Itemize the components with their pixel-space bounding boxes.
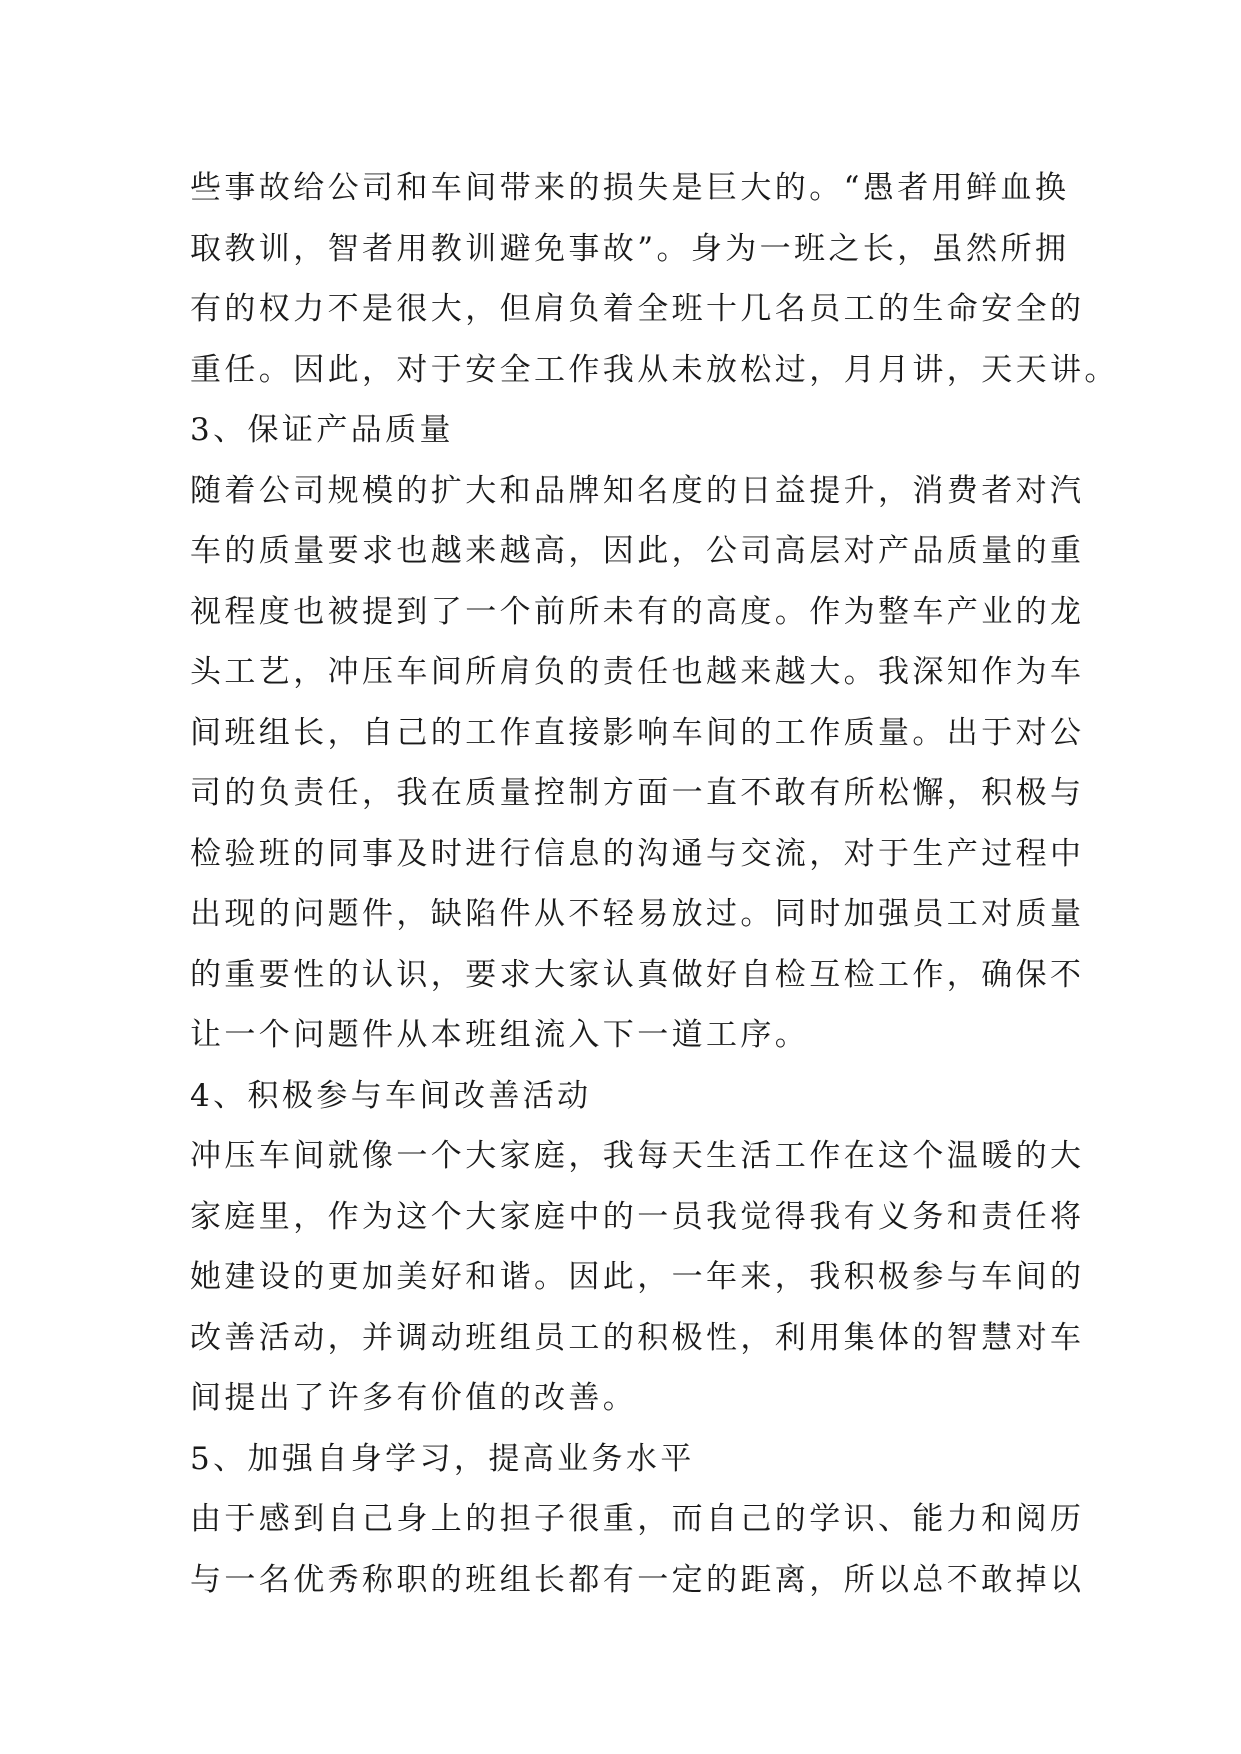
section-heading: 3、保证产品质量: [190, 412, 454, 448]
document-body: [190, 158, 1119, 1610]
text-line: 冲压车间就像一个大家庭，我每天生活工作在这个温暖的大: [190, 1138, 1085, 1174]
section-heading: 5、加强自身学习，提高业务水平: [190, 1440, 695, 1477]
text-line: 取教训，智者用教训避免事故”。身为一班之长，虽然所拥: [190, 230, 1070, 267]
text-line: 她建设的更加美好和谐。因此，一年来，我积极参与车间的: [190, 1259, 1085, 1295]
text-line: 由于感到自己身上的担子很重，而自己的学识、能力和阅历: [190, 1501, 1085, 1537]
text-line: 家庭里，作为这个大家庭中的一员我觉得我有义务和责任将: [190, 1198, 1085, 1235]
text-line: 有的权力不是很大，但肩负着全班十几名员工的生命安全的: [190, 291, 1085, 327]
text-line: 检验班的同事及时进行信息的沟通与交流，对于生产过程中: [190, 835, 1085, 872]
text-line: 头工艺，冲压车间所肩负的责任也越来越大。我深知作为车: [190, 654, 1085, 690]
text-line: 间提出了许多有价值的改善。: [190, 1380, 638, 1416]
text-line: 间班组长，自己的工作直接影响车间的工作质量。出于对公: [190, 714, 1085, 751]
text-line: 视程度也被提到了一个前所未有的高度。作为整车产业的龙: [190, 593, 1085, 630]
text-line: 随着公司规模的扩大和品牌知名度的日益提升，消费者对汽: [190, 472, 1085, 509]
text-line: 车的质量要求也越来越高，因此，公司高层对产品质量的重: [190, 533, 1085, 569]
text-line: 出现的问题件，缺陷件从不轻易放过。同时加强员工对质量: [190, 896, 1085, 932]
section-heading: 4、积极参与车间改善活动: [190, 1077, 592, 1114]
text-line: 让一个问题件从本班组流入下一道工序。: [190, 1017, 810, 1053]
text-line: 的重要性的认识，要求大家认真做好自检互检工作，确保不: [190, 956, 1085, 993]
text-line: 与一名优秀称职的班组长都有一定的距离，所以总不敢掉以: [190, 1561, 1085, 1598]
text-line: 改善活动，并调动班组员工的积极性，利用集体的智慧对车: [190, 1319, 1085, 1356]
text-line: 司的负责任，我在质量控制方面一直不敢有所松懈，积极与: [190, 775, 1085, 811]
text-line: 些事故给公司和车间带来的损失是巨大的。“愚者用鲜血换: [190, 170, 1070, 206]
text-line: 重任。因此，对于安全工作我从未放松过，月月讲，天天讲。: [190, 351, 1119, 388]
